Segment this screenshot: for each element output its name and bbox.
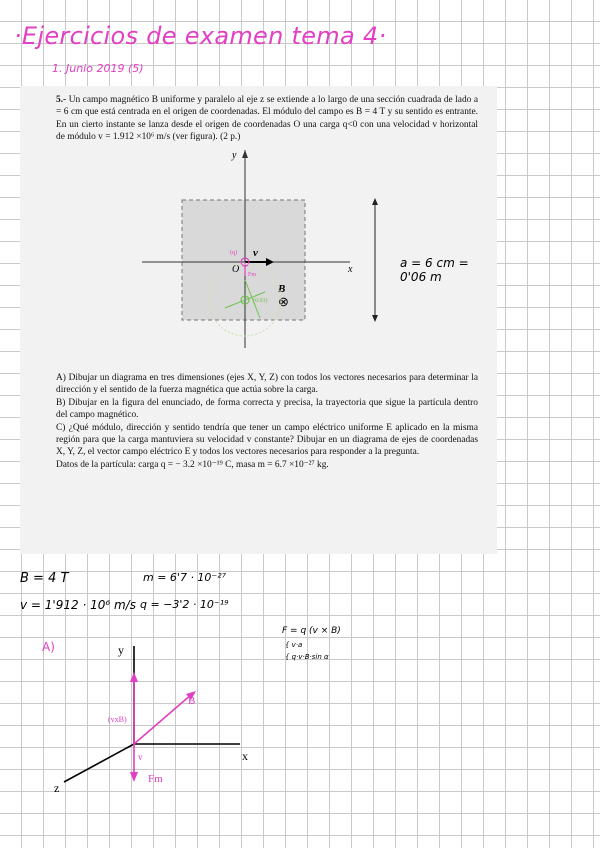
- origin-label: O: [232, 264, 240, 275]
- diagram-x-label: x: [242, 749, 248, 763]
- problem-statement: [56, 94, 478, 144]
- questions-block: [56, 372, 478, 471]
- side-arrow-top: [372, 198, 378, 205]
- diagram-y-label: y: [118, 643, 124, 657]
- charge-mark: (q): [230, 250, 237, 256]
- force-mark: Fm: [248, 272, 257, 278]
- question-b: B) Dibujar en la figura del enunciado, de forma correcta y precisa, la trayectoria que sigue la partícula dentro del campo magnético.: [56, 397, 478, 421]
- problem-number: 5.-: [56, 95, 67, 105]
- question-c: C) ¿Qué módulo, dirección y sentido tendría que tener un campo eléctrico uniforme E aplicado en la misma región para que la carga mantuviera su velocidad v constante? Dibujar en un diagrama de ejes de coordenadas X, Y, Z, el vector campo eléctrico E y todos los vectores necesarios para responder a la pregunta.: [56, 422, 478, 458]
- y-axis-arrow: [242, 150, 248, 158]
- part-a-label: A): [42, 640, 55, 654]
- problem-text: Un campo magnético B uniforme y paralelo al eje z se extiende a lo largo de una sección cuadrada de lado a = 6 cm que está centrada en el origen de coordenadas. El módulo del campo es B = 4 T y su sentido es entrante. En un cierto instante se lanza desde el origen de coordenadas O una carga q<0 con una velocidad v horizontal de módulo v = 1.912 ×10⁶ m/s (ver figura). (2 p.): [56, 95, 479, 143]
- x-axis-label: x: [348, 264, 353, 275]
- note-v-value: v = 1'912 · 10⁶ m/s: [20, 598, 136, 612]
- side-length-note: a = 6 cm = 0'06 m: [400, 256, 469, 284]
- b-vector-label: B: [188, 695, 196, 707]
- b-vector: [134, 694, 192, 744]
- particle-data: Datos de la partícula: carga q = − 3.2 ×10⁻¹⁹ C, masa m = 6.7 ×10⁻²⁷ kg.: [56, 459, 329, 470]
- exam-subtitle: 1. Junio 2019 (5): [52, 62, 144, 75]
- fm-arrow: [130, 772, 138, 782]
- note-b-value: B = 4 T: [20, 571, 69, 586]
- velocity-label: v: [253, 247, 258, 259]
- page-title: ·Ejercicios de examen tema 4·: [14, 22, 387, 50]
- vxb-label: (vxB): [108, 715, 127, 724]
- diagram-z-label: z: [54, 781, 60, 795]
- note-q-value: q = −3'2 · 10⁻¹⁹: [140, 598, 229, 611]
- side-arrow-bottom: [372, 315, 378, 322]
- fm-label: Fm: [148, 773, 163, 785]
- vel-label: v: [138, 752, 143, 762]
- formula-line-1: { v·a: [285, 641, 303, 649]
- force-formula: F = q (v × B): [282, 626, 341, 636]
- question-a: A) Dibujar un diagrama en tres dimensiones (ejes X, Y, Z) con todos los vectores necesarios para determinar la dirección y el sentido de la fuerza magnética que actúa sobre la carga.: [56, 373, 478, 396]
- note-m-value: m = 6'7 · 10⁻²⁷: [143, 571, 227, 584]
- center-mark: (0.03): [253, 298, 268, 304]
- formula-line-2: { q·v·B·sin α: [285, 653, 329, 661]
- vxb-arrow: [130, 672, 138, 682]
- 3d-axes-diagram: [40, 636, 303, 806]
- diagram-z-axis: [64, 744, 134, 782]
- field-label: B: [278, 283, 286, 295]
- y-axis-label: y: [232, 150, 237, 161]
- exam-page: [20, 86, 497, 554]
- field-symbol: ⊗: [278, 294, 289, 309]
- problem-figure: [20, 148, 497, 348]
